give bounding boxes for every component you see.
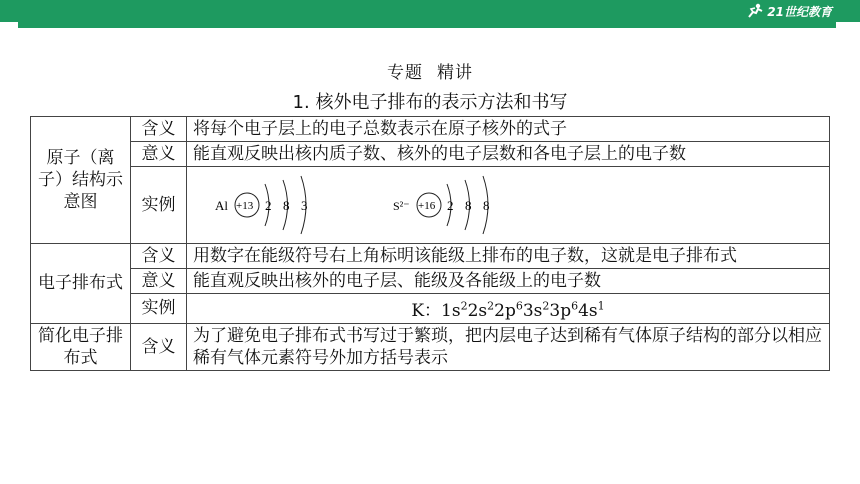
structure-examples — [187, 167, 830, 244]
al-shell-1: 2 — [265, 198, 272, 213]
electron-count: 6 — [515, 299, 523, 312]
table-row — [31, 117, 830, 142]
al-symbol: Al — [215, 198, 228, 213]
electron-count: 2 — [542, 299, 550, 312]
s-shell-1: 2 — [447, 198, 454, 213]
structure-meaning: 将每个电子层上的电子总数表示在原子核外的式子 — [187, 117, 830, 142]
topic-sublabel: 精讲 — [437, 63, 473, 83]
top-banner — [0, 0, 860, 22]
table-row — [31, 244, 830, 269]
top-banner-strip — [18, 22, 836, 28]
orbital: 1s — [441, 300, 461, 321]
electron-count: 2 — [460, 299, 468, 312]
orbital: 4s — [578, 300, 598, 321]
label-meaning: 含义 — [131, 117, 187, 142]
simplified-meaning: 为了避免电子排布式书写过于繁琐，把内层电子达到稀有气体原子结构的部分以相应稀有气体元素符号外加方括号表示 — [187, 323, 830, 370]
s-shell-3: 8 — [483, 198, 490, 213]
config-formula — [411, 301, 604, 321]
al-shell-3: 3 — [301, 198, 308, 213]
label-meaning: 含义 — [131, 244, 187, 269]
label-significance: 意义 — [131, 142, 187, 167]
runner-icon — [746, 3, 764, 19]
electron-config-table — [30, 116, 830, 371]
s-shell-2: 8 — [465, 198, 472, 213]
table-row — [31, 294, 830, 324]
electron-count: 2 — [487, 299, 495, 312]
logo-text: 21世纪教育 — [767, 4, 832, 19]
orbital: 3p — [549, 300, 572, 321]
formula-element: K： — [411, 300, 442, 321]
orbital: 2s — [467, 300, 488, 321]
category-simplified-config: 简化电子排布式 — [31, 323, 131, 370]
structure-significance: 能直观反映出核内质子数、核外的电子层数和各电子层上的电子数 — [187, 142, 830, 167]
al-shell-2: 8 — [283, 198, 290, 213]
label-meaning: 含义 — [131, 323, 187, 370]
label-example: 实例 — [131, 167, 187, 244]
topic-heading — [0, 58, 860, 83]
section-title: 1. 核外电子排布的表示方法和书写 — [292, 92, 568, 113]
table-row — [31, 142, 830, 167]
table-row — [31, 167, 830, 244]
orbital: 3s — [522, 300, 543, 321]
table-row — [31, 269, 830, 294]
table-row — [31, 323, 830, 370]
s-ion-structure-diagram — [393, 172, 513, 238]
orbital: 2p — [494, 300, 516, 321]
electron-count: 1 — [597, 299, 605, 312]
label-example: 实例 — [131, 294, 187, 324]
config-significance: 能直观反映出核外的电子层、能级及各能级上的电子数 — [187, 269, 830, 294]
s-nucleus: +16 — [418, 200, 436, 212]
s-symbol: S²⁻ — [393, 199, 410, 213]
label-significance: 意义 — [131, 269, 187, 294]
config-example — [187, 294, 830, 324]
category-electron-config: 电子排布式 — [31, 244, 131, 324]
category-structure-diagram: 原子（离子）结构示意图 — [31, 117, 131, 244]
electron-count: 6 — [571, 299, 579, 312]
config-meaning: 用数字在能级符号右上角标明该能级上排布的电子数，这就是电子排布式 — [187, 244, 830, 269]
brand-logo — [746, 1, 832, 21]
topic-label: 专题 — [387, 63, 423, 83]
al-structure-diagram — [213, 172, 333, 238]
al-nucleus: +13 — [236, 200, 254, 212]
